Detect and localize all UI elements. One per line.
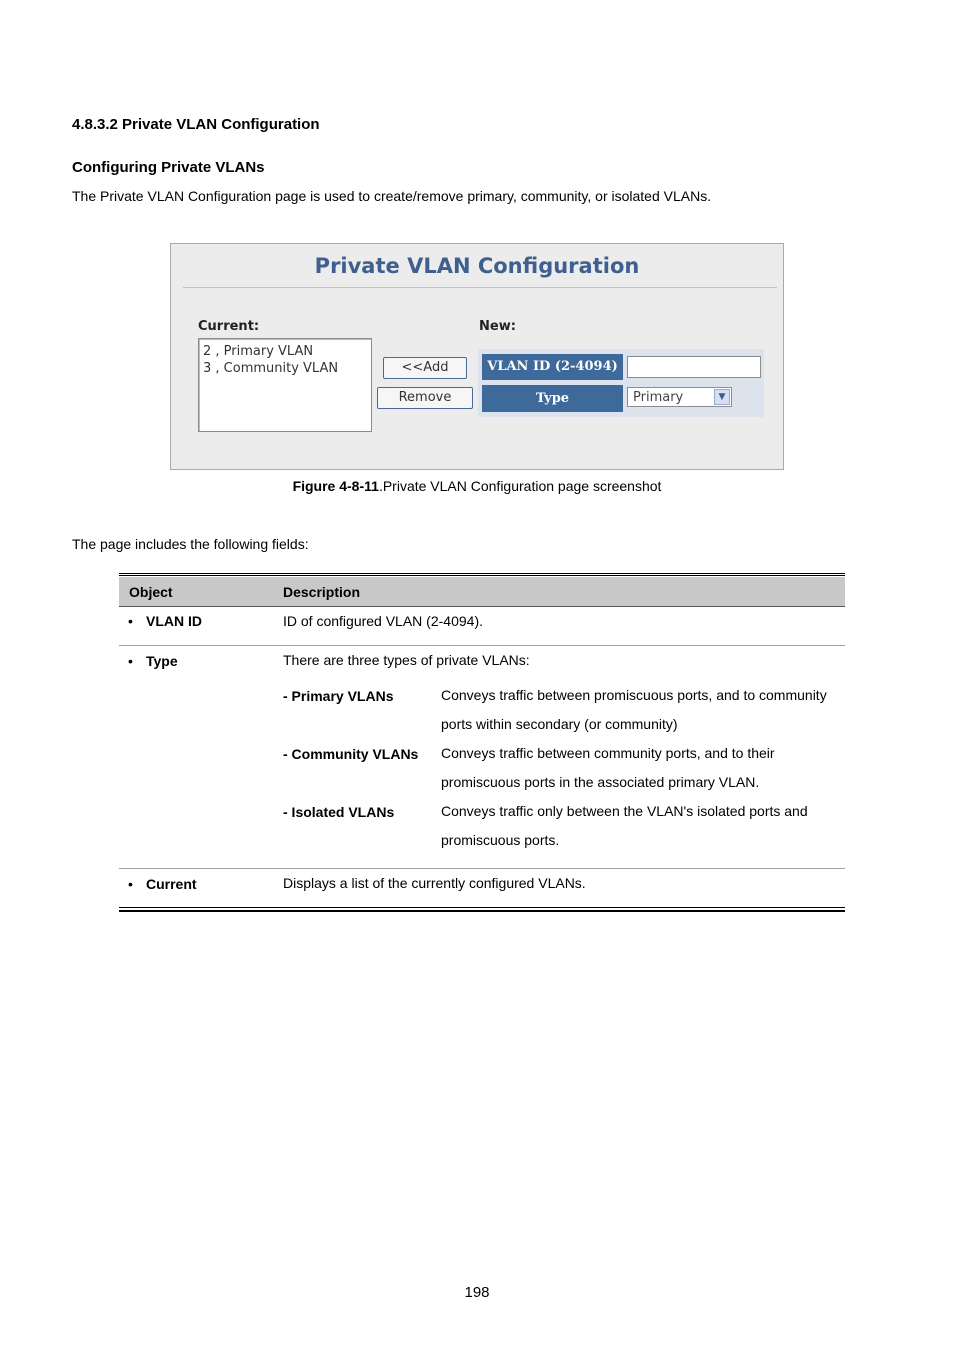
- private-vlan-config-screenshot: [170, 243, 784, 470]
- row-object-current: • Current: [128, 876, 197, 892]
- row-object-type: • Type: [128, 653, 178, 669]
- chevron-down-icon[interactable]: ▼: [714, 389, 730, 405]
- current-vlan-listbox[interactable]: [198, 338, 372, 432]
- fields-intro: The page includes the following fields:: [72, 536, 309, 552]
- table-bottom-border: [119, 907, 845, 912]
- vlan-id-input[interactable]: [627, 356, 761, 378]
- subtype-desc-isolated: Conveys traffic only between the VLAN's isolated ports and promiscuous ports.: [441, 803, 808, 848]
- list-item[interactable]: 2 , Primary VLAN: [203, 344, 314, 359]
- subtype-desc-community: Conveys traffic between community ports, and to their promiscuous ports in the associated primary VLAN.: [441, 745, 775, 790]
- subtype-term-isolated: - Isolated VLANs: [283, 804, 395, 820]
- new-label: New:: [479, 319, 516, 334]
- remove-button[interactable]: Remove: [377, 387, 473, 409]
- panel-title: Private VLAN Configuration: [314, 254, 640, 278]
- row-description-vlan-id: ID of configured VLAN (2-4094).: [283, 613, 483, 629]
- table-header: [119, 577, 845, 607]
- add-button[interactable]: <<Add: [383, 357, 467, 379]
- header-object: Object: [129, 584, 173, 600]
- page-number: 198: [464, 1284, 490, 1301]
- vlan-id-label: VLAN ID (2-4094): [482, 354, 623, 380]
- type-label: Type: [482, 385, 623, 412]
- row-object-vlan-id: • VLAN ID: [128, 613, 202, 629]
- list-item[interactable]: 3 , Community VLAN: [203, 361, 339, 376]
- row-divider: [119, 868, 845, 869]
- subtype-term-primary: - Primary VLANs: [283, 688, 394, 704]
- figure-label: Figure 4-8-11: [292, 478, 379, 494]
- row-description-current: Displays a list of the currently configured VLANs.: [283, 875, 586, 891]
- intro-paragraph: The Private VLAN Configuration page is used to create/remove primary, community, or isolated VLANs.: [72, 188, 712, 204]
- panel-divider: [183, 287, 777, 288]
- type-select[interactable]: [627, 387, 732, 407]
- row-description-type: There are three types of private VLANs:: [283, 652, 530, 668]
- subtype-desc-primary: Conveys traffic between promiscuous ports, and to community ports within secondary (or community): [441, 687, 827, 732]
- table-top-border: [119, 573, 845, 576]
- row-divider: [119, 645, 845, 646]
- subsection-heading: Configuring Private VLANs: [72, 159, 265, 176]
- type-select-value: Primary: [633, 390, 684, 405]
- header-description: Description: [283, 584, 361, 600]
- figure-caption: [0, 478, 954, 494]
- subtype-term-community: - Community VLANs: [283, 746, 419, 762]
- section-heading: 4.8.3.2 Private VLAN Configuration: [72, 116, 320, 133]
- current-label: Current:: [198, 319, 260, 334]
- figure-caption-text: .Private VLAN Configuration page screenshot: [378, 478, 662, 494]
